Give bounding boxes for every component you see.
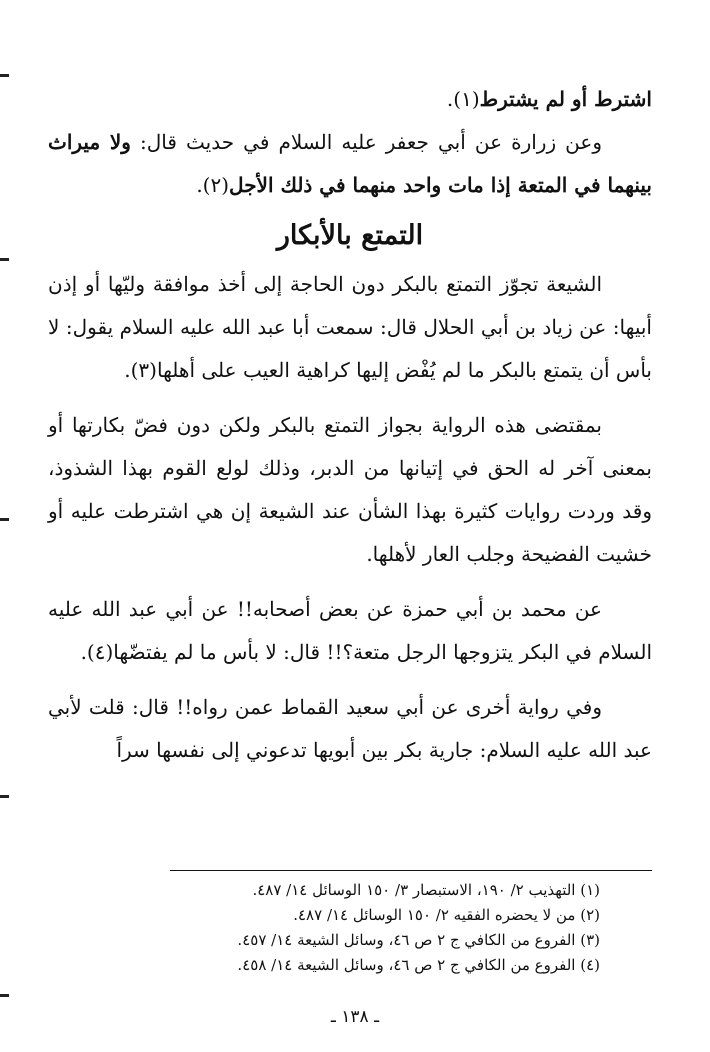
period: . [80,640,87,664]
edge-mark [0,518,9,521]
paragraph-2 [48,121,652,207]
paragraph-5 [48,588,652,674]
footnote-item: (٢) من لا يحضره الفقيه ٢/ ١٥٠ الوسائل ١٤/ ٤٨٧. [293,906,600,924]
paragraph-6 [48,686,652,772]
edge-mark [0,795,9,798]
page-body [48,78,652,772]
footnote-ref: (٤) [86,640,114,664]
bold-text: ولا ميراث بينهما في المتعة إذا مات واحد منهما في ذلك الأجل [48,130,652,197]
paragraph-text: الشيعة تجوّز التمتع بالبكر دون الحاجة إلى أخذ موافقة وليّها أو إذن أبيها: عن زياد بن أبي الحلال قال: سمعت أبا عبد الله عليه السلام يقول: لا بأس أن يتمتع بالبكر ما لم يُفْض إليها كراهية العيب على أهلها [48,272,652,382]
bold-text: اشترط أو لم يشترط [479,87,652,111]
paragraph-text: وفي رواية أخرى عن أبي سعيد القماط عمن رواه!! قال: قلت لأبي عبد الله عليه السلام: جارية بكر بين أبويها تدعوني إلى نفسها سراً [48,695,652,762]
paragraph-text: وعن زرارة عن أبي جعفر عليه السلام في حديث قال: [130,130,602,154]
footnote-item: (٣) الفروع من الكافي ج ٢ ص ٤٦، وسائل الشيعة ١٤/ ٤٥٧. [237,931,600,949]
period: . [124,358,131,382]
footnote-ref: (٢) [202,173,230,197]
footnote-item: (١) التهذيب ٢/ ١٩٠، الاستبصار ٣/ ١٥٠ الوسائل ١٤/ ٤٨٧. [252,881,600,899]
paragraph-text: بمقتضى هذه الرواية بجواز التمتع بالبكر ولكن دون فضّ بكارتها أو بمعنى آخر له الحق في إتيانها من الدبر، وذلك لولع القوم بهذا الشذوذ، وقد وردت روايات كثيرة بهذا الشأن عند الشيعة إن هي اشترطت عليه أو خشيت الفضيحة وجلب العار لأهلها. [48,413,652,566]
paragraph-4 [48,404,652,576]
period: . [196,173,203,197]
edge-mark [0,258,9,261]
paragraph-3 [48,263,652,392]
paragraph-1 [48,78,652,121]
edge-mark [0,994,9,997]
footnote-item: (٤) الفروع من الكافي ج ٢ ص ٤٦، وسائل الشيعة ١٤/ ٤٥٨. [237,956,600,974]
footnote-divider [170,870,652,871]
edge-mark [0,74,9,77]
footnote-ref: (٣) [130,358,157,382]
footnotes [100,878,600,978]
section-heading: التمتع بالأبكار [276,220,424,251]
paragraph-text: عن محمد بن أبي حمزة عن بعض أصحابه!! عن أبي عبد الله عليه السلام في البكر يتزوجها الرجل متعة؟!! قال: لا بأس ما لم يفتضّها [48,597,652,664]
page-number: ـ ١٣٨ ـ [330,1007,380,1027]
footnote-ref: (١) [453,87,480,111]
period: . [446,87,454,111]
